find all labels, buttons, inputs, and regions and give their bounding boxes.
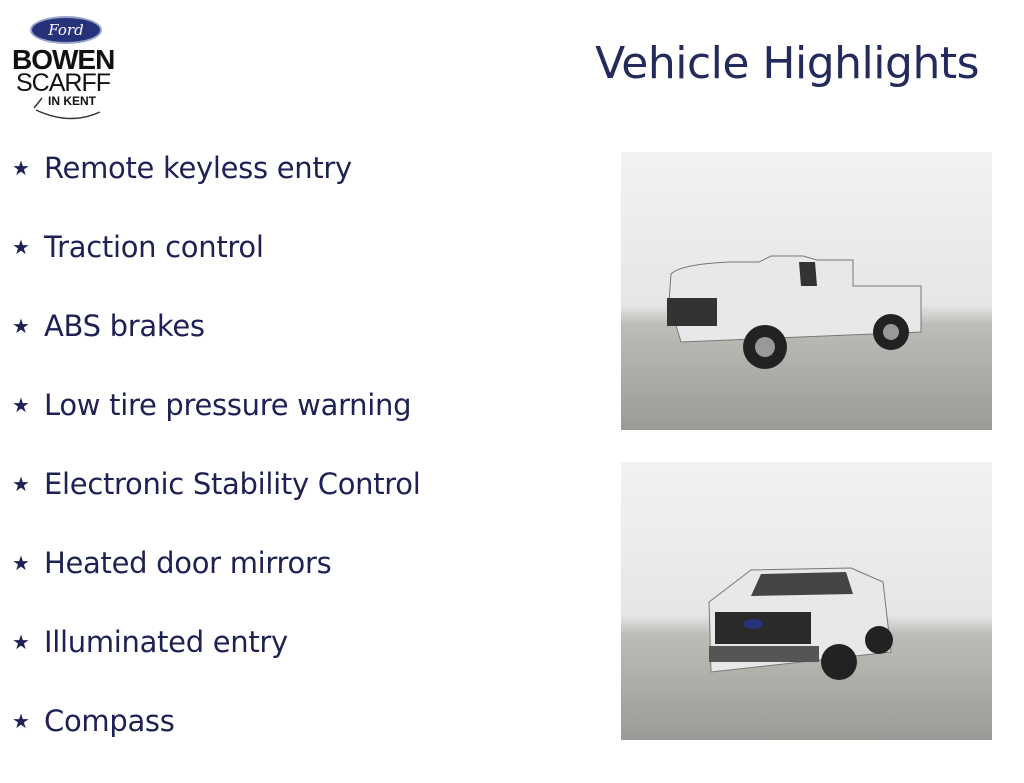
feature-item xyxy=(12,704,420,783)
truck-front-photo xyxy=(621,462,992,740)
star-icon: ★ xyxy=(12,235,30,259)
star-icon: ★ xyxy=(12,156,30,180)
star-icon: ★ xyxy=(12,393,30,417)
truck-image xyxy=(621,462,992,740)
page-title: Vehicle Highlights xyxy=(595,38,979,89)
star-icon: ★ xyxy=(12,314,30,338)
truck-image xyxy=(621,152,992,430)
star-icon: ★ xyxy=(12,551,30,575)
dealer-logo xyxy=(10,14,122,122)
feature-item xyxy=(12,151,420,230)
star-icon: ★ xyxy=(12,709,30,733)
star-icon: ★ xyxy=(12,472,30,496)
feature-list xyxy=(12,151,420,783)
truck-side-photo xyxy=(621,152,992,430)
feature-item xyxy=(12,230,420,309)
feature-item xyxy=(12,309,420,388)
feature-label: Compass xyxy=(44,704,175,738)
feature-item xyxy=(12,546,420,625)
logo-line-3: IN KENT xyxy=(48,94,96,108)
feature-item xyxy=(12,467,420,546)
feature-label: Traction control xyxy=(44,230,264,264)
feature-label: ABS brakes xyxy=(44,309,205,343)
star-icon: ★ xyxy=(12,630,30,654)
feature-item xyxy=(12,625,420,704)
logo-line-1: BOWEN xyxy=(12,44,115,75)
ford-oval-logo: Ford xyxy=(30,16,102,44)
logo-line-2: SCARFF xyxy=(16,69,110,97)
feature-label: Electronic Stability Control xyxy=(44,467,421,501)
feature-label: Illuminated entry xyxy=(44,625,288,659)
feature-label: Heated door mirrors xyxy=(44,546,332,580)
feature-label: Remote keyless entry xyxy=(44,151,352,185)
feature-item xyxy=(12,388,420,467)
feature-label: Low tire pressure warning xyxy=(44,388,412,422)
